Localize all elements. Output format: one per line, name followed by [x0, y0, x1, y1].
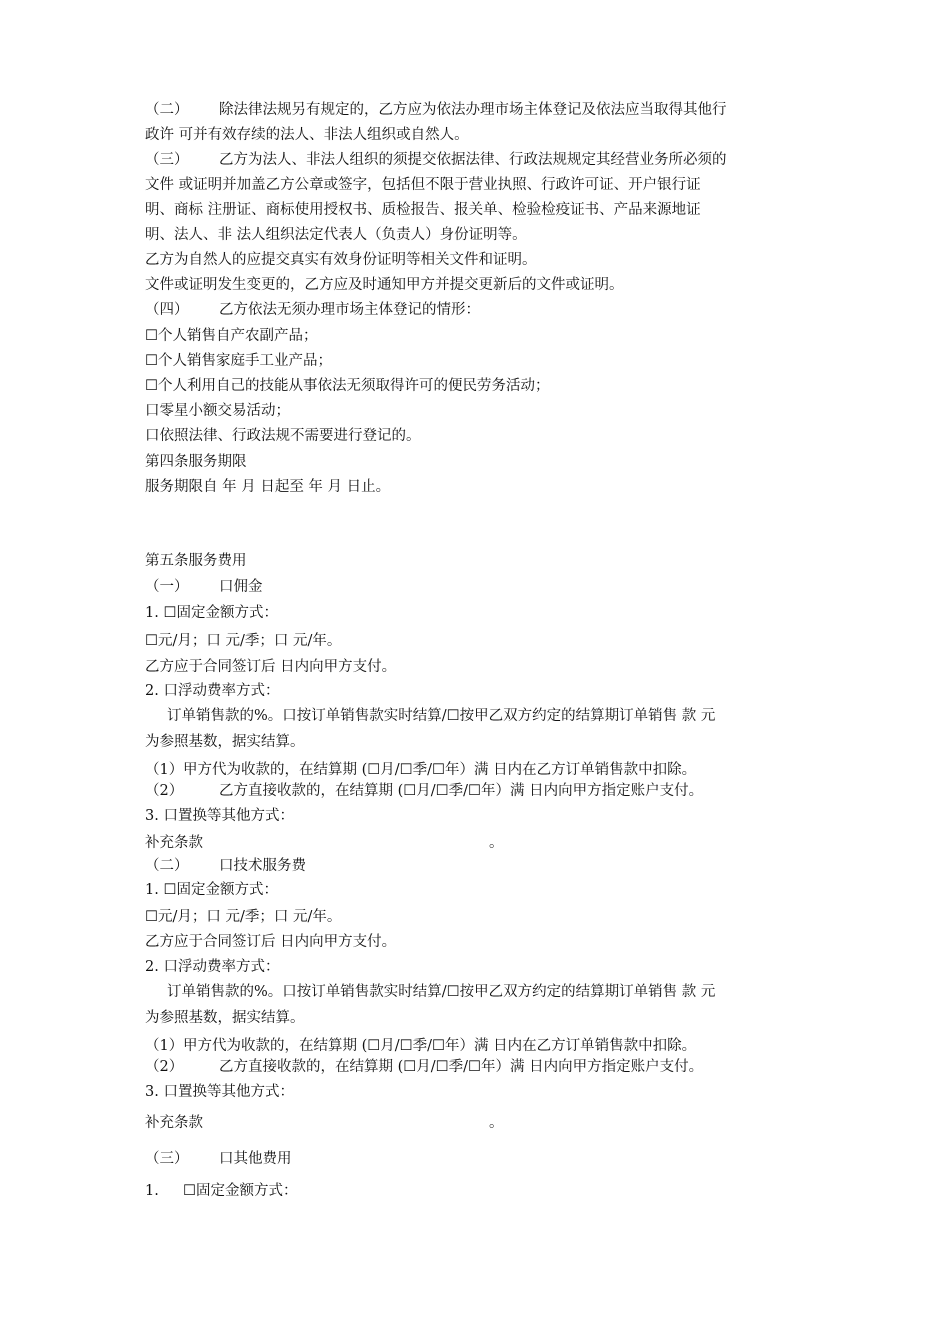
clause-3-line-2: 文件 或证明并加盖乙方公章或签字，包括但不限于营业执照、行政许可证、开户银行证 — [145, 177, 701, 193]
tech-fee-title: 口技术服务费 — [219, 858, 306, 874]
commission-supplement-end: 。 — [489, 835, 504, 851]
clause-2-label: （二） — [145, 102, 189, 118]
tech-fee-rate-line: ☐元/月；口 元/季；口 元/年。 — [145, 909, 342, 925]
other-fee-fixed-text: ☐固定金额方式： — [183, 1183, 298, 1199]
clause-2-line-1 — [145, 100, 727, 120]
clause-3-label: （三） — [145, 152, 189, 168]
tech-fee-fixed-line: 1. ☐固定金额方式： — [145, 882, 278, 898]
commission-supplement — [145, 833, 504, 853]
clause-2-text: 除法律法规另有规定的，乙方应为依法办理市场主体登记及依法应当取得其他行 — [219, 102, 727, 118]
tech-fee-supplement-end: 。 — [489, 1115, 504, 1131]
commission-float-line: 2. 口浮动费率方式： — [145, 683, 280, 699]
change-notice-line: 文件或证明发生变更的，乙方应及时通知甲方并提交更新后的文件或证明。 — [145, 277, 624, 293]
tech-fee-pay-line: 乙方应于合同签订后 日内向甲方支付。 — [145, 934, 397, 950]
article-4-text: 服务期限自 年 月 日起至 年 月 日止。 — [145, 479, 391, 495]
clause-3-line-4: 明、法人、非 法人组织法定代表人（负责人）身份证明等。 — [145, 227, 527, 243]
commission-point-1-text: 甲方代为收款的，在结算期 (☐月/☐季/☐年）满 日内在乙方订单销售款中扣除。 — [183, 762, 697, 778]
other-fee-title: 口其他费用 — [219, 1151, 292, 1167]
commission-supplement-label: 补充条款 — [145, 835, 203, 851]
clause-4-label: （四） — [145, 302, 189, 318]
tech-fee-float-line: 2. 口浮动费率方式： — [145, 959, 280, 975]
clause-4-text: 乙方依法无须办理市场主体登记的情形： — [219, 302, 480, 318]
commission-label: （一） — [145, 579, 189, 595]
tech-fee-point-2-label: （2） — [145, 1059, 184, 1075]
tech-fee-point-1-text: 甲方代为收款的，在结算期 (☐月/☐季/☐年）满 日内在乙方订单销售款中扣除。 — [183, 1038, 697, 1054]
commission-point-2-text: 乙方直接收款的，在结算期 (☐月/☐季/☐年）满 日内向甲方指定账户支付。 — [219, 783, 704, 799]
tech-fee-float-text-1: 订单销售款的%。口按订单销售款实时结算/☐按甲乙双方约定的结算期订单销售 款 元 — [167, 984, 716, 1000]
clause-3-line-3: 明、商标 注册证、商标使用授权书、质检报告、报关单、检验检疫证书、产品来源地证 — [145, 202, 701, 218]
commission-point-2-label: （2） — [145, 783, 184, 799]
tech-fee-heading — [145, 856, 306, 876]
other-fee-fixed-line — [145, 1181, 298, 1201]
commission-float-text-1: 订单销售款的%。口按订单销售款实时结算/☐按甲乙双方约定的结算期订单销售 款 元 — [167, 708, 716, 724]
tech-fee-label: （二） — [145, 858, 189, 874]
option-line-4: 口零星小额交易活动； — [145, 403, 290, 419]
commission-point-1 — [145, 760, 696, 780]
commission-other-line: 3. 口置换等其他方式： — [145, 808, 294, 824]
tech-fee-other-line: 3. 口置换等其他方式： — [145, 1084, 294, 1100]
tech-fee-point-2-text: 乙方直接收款的，在结算期 (☐月/☐季/☐年）满 日内向甲方指定账户支付。 — [219, 1059, 704, 1075]
commission-pay-line: 乙方应于合同签订后 日内向甲方支付。 — [145, 659, 397, 675]
natural-person-line: 乙方为自然人的应提交真实有效身份证明等相关文件和证明。 — [145, 252, 537, 268]
clause-2-line-2: 政许 可并有效存续的法人、非法人组织或自然人。 — [145, 127, 469, 143]
tech-fee-point-2 — [145, 1057, 703, 1077]
clause-3-line-1 — [145, 150, 727, 170]
commission-point-1-label: （1） — [145, 762, 184, 778]
tech-fee-float-text-2: 为参照基数，据实结算。 — [145, 1010, 305, 1026]
option-line-5: 口依照法律、行政法规不需要进行登记的。 — [145, 428, 421, 444]
tech-fee-point-1-label: （1） — [145, 1038, 184, 1054]
other-fee-heading — [145, 1149, 292, 1169]
tech-fee-supplement-label: 补充条款 — [145, 1115, 203, 1131]
option-line-1: ☐个人销售自产农副产品； — [145, 328, 318, 344]
tech-fee-supplement — [145, 1113, 504, 1133]
other-fee-fixed-num: 1. — [145, 1183, 159, 1199]
option-line-3: ☐个人利用自己的技能从事依法无须取得许可的便民劳务活动； — [145, 378, 550, 394]
option-line-2: ☐个人销售家庭手工业产品； — [145, 353, 332, 369]
clause-3-text: 乙方为法人、非法人组织的须提交依据法律、行政法规规定其经营业务所必须的 — [219, 152, 727, 168]
article-5-title: 第五条服务费用 — [145, 553, 247, 569]
commission-heading — [145, 577, 263, 597]
commission-float-text-2: 为参照基数，据实结算。 — [145, 734, 305, 750]
other-fee-label: （三） — [145, 1151, 189, 1167]
article-4-title: 第四条服务期限 — [145, 454, 247, 470]
commission-point-2 — [145, 781, 703, 801]
commission-rate-line: ☐元/月；口 元/季；口 元/年。 — [145, 633, 342, 649]
commission-fixed-line: 1. ☐固定金额方式： — [145, 605, 278, 621]
clause-4-line — [145, 300, 480, 320]
commission-title: 口佣金 — [219, 579, 263, 595]
tech-fee-point-1 — [145, 1036, 696, 1056]
